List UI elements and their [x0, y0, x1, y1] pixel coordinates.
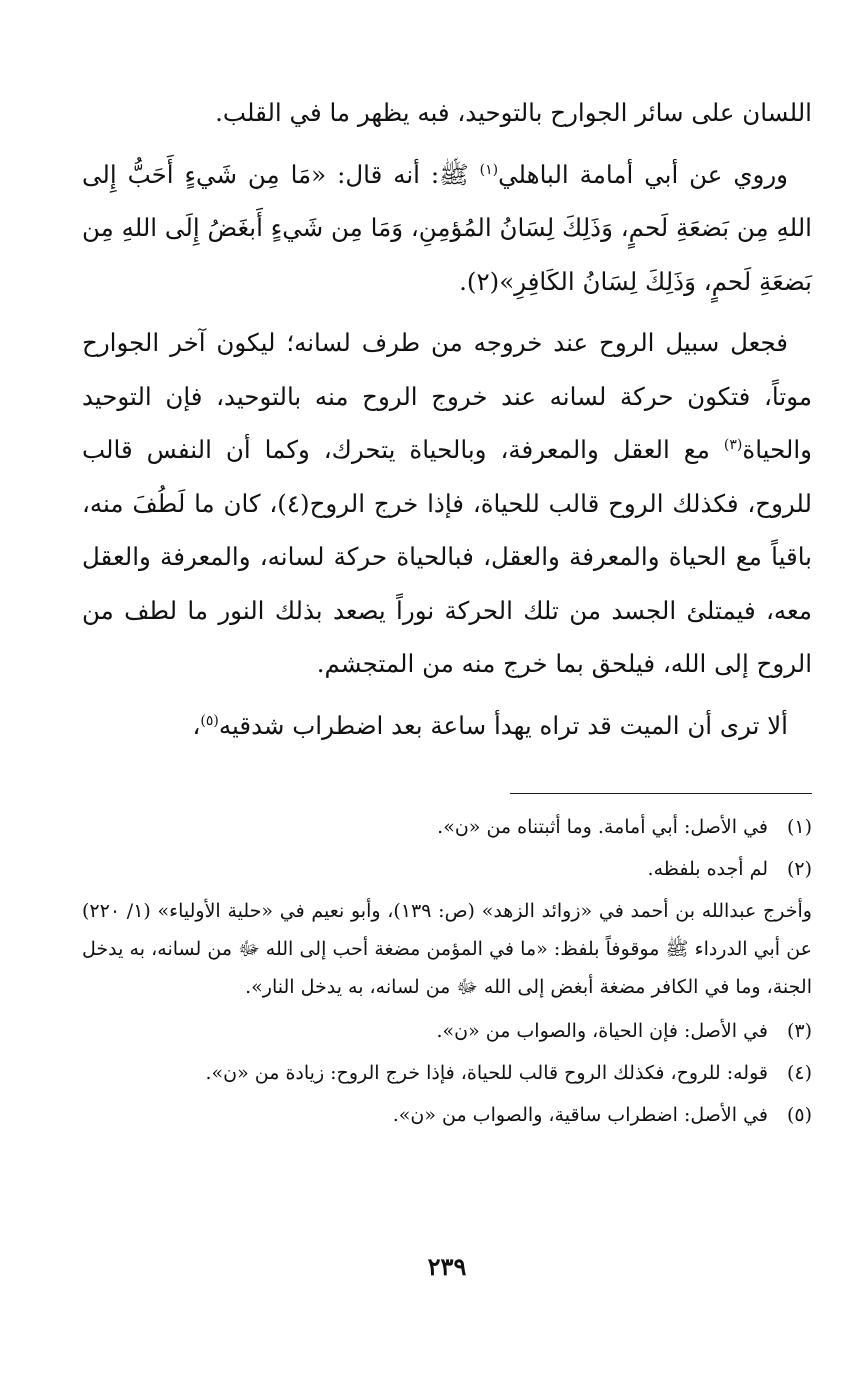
footnote-number: (٤)	[786, 1062, 812, 1084]
paragraph-3-text: فجعل سبيل الروح عند خروجه من طرف لسانه؛ ليكون آخر الجوارح موتاً، فتكون حركة لسانه عند خروج الروح منه بالتوحيد، فإن التوحيد والحياة	[82, 328, 812, 464]
paragraph-4-text: ألا ترى أن الميت قد تراه يهدأ ساعة بعد اضطراب شدقيه	[218, 710, 788, 740]
footnote-text: في الأصل: اضطراب ساقية، والصواب من «ن».	[392, 1104, 768, 1126]
main-text	[82, 86, 812, 752]
footnote-separator	[510, 793, 812, 794]
paragraph-3-text-cont: مع العقل والمعرفة، وبالحياة يتحرك، وكما أن النفس قالب للروح، فكذلك الروح قالب للحياة، فإذا خرج الروح(٤)، كان ما لَطُفَ منه، باقياً مع الحياة والمعرفة والعقل، فبالحياة حركة لسانه، والمعرفة والعقل معه، فيمتلئ الجسد من تلك الحركة نوراً يصعد بذلك النور ما لطف من الروح إلى الله، فيلحق بما خرج منه من المتجشم.	[82, 435, 813, 678]
footnote-1	[82, 808, 812, 846]
footnote-text: في الأصل: فإن الحياة، والصواب من «ن».	[436, 1020, 768, 1042]
footnote-4	[82, 1054, 812, 1092]
footnotes	[82, 808, 812, 1138]
paragraph-4	[82, 699, 812, 753]
footnote-2-continuation: وأخرج عبدالله بن أحمد في «زوائد الزهد» (ص: ١٣٩)، وأبو نعيم في «حلية الأولياء» (١/ ٢٢٠) عن أبي الدرداء ﷺ موقوفاً بلفظ: «ما في المؤمن مضغة أحب إلى الله ﷻ من لسانه، به يدخل الجنة، وما في الكافر مضغة أبغض إلى الله ﷻ من لسانه، به يدخل النار».	[82, 900, 812, 998]
footnote-number: (٥)	[786, 1104, 812, 1126]
footnote-text: لم أجده بلفظه.	[647, 858, 768, 880]
footnote-number: (٣)	[786, 1020, 812, 1042]
paragraph-1-text: اللسان على سائر الجوارح بالتوحيد، فبه يظهر ما في القلب.	[215, 98, 812, 127]
footnote-number: (٢)	[786, 858, 812, 880]
paragraph-4-text-cont: ،	[192, 710, 201, 740]
paragraph-2	[82, 148, 812, 309]
paragraph-3	[82, 316, 812, 691]
paragraph-2-text-cont: ﷺ: أنه قال: «مَا مِن شَيءٍ أَحَبُّ إِلى اللهِ مِن بَضعَةِ لَحمٍ، وَذَلِكَ لِسَانُ المُؤمِنِ، وَمَا مِن شَيءٍ أَبغَضُ إِلَى اللهِ مِن بَضعَةِ لَحمٍ، وَذَلِكَ لِسَانُ الكَافِرِ»(٢).	[82, 159, 812, 296]
footnote-text: في الأصل: أبي أمامة. وما أثبتناه من «ن».	[437, 816, 768, 838]
page-number: ٢٣٩	[427, 1252, 467, 1281]
footnote-3	[82, 1012, 812, 1050]
footnote-marker-3[interactable]: (٣)	[723, 436, 743, 453]
footnote-text: قوله: للروح، فكذلك الروح قالب للحياة، فإذا خرج الروح: زيادة من «ن».	[205, 1062, 768, 1084]
footnote-marker-5[interactable]: (٥)	[200, 712, 219, 729]
paragraph-2-text: وروي عن أبي أمامة الباهلي	[498, 159, 789, 189]
paragraph-1	[82, 86, 812, 140]
page	[82, 86, 812, 1366]
footnote-number: (١)	[786, 816, 812, 838]
footnote-marker-1[interactable]: (١)	[479, 161, 499, 178]
footnote-2	[82, 850, 812, 888]
footnote-5	[82, 1096, 812, 1134]
